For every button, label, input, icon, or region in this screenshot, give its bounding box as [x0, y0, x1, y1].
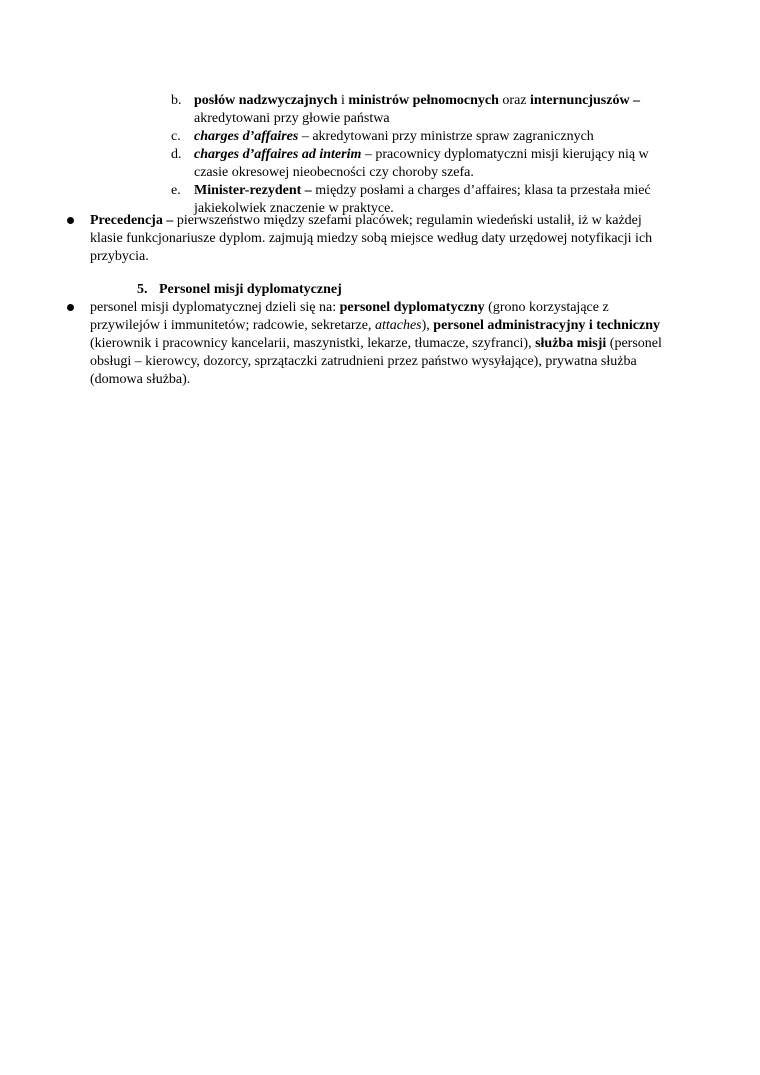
text-run: między posłami a charges d’affaires; klasa ta przestała mieć jakiekolwiek znaczenie w praktyce.: [194, 183, 651, 216]
text-run: akredytowani przy głowie państwa: [194, 111, 390, 126]
bold-term: Precedencja –: [90, 213, 174, 228]
section-number: 5.: [137, 282, 148, 297]
list-letter: c.: [171, 129, 181, 144]
bold-term: służba misji: [535, 336, 607, 351]
text-run: (personel obsługi – kierowcy, dozorcy, sprzątaczki zatrudnieni przez państwo wysyłające), prywatna służba (domowa służba).: [90, 336, 662, 387]
bullet-text: [90, 212, 670, 266]
list-letter: b.: [171, 93, 182, 108]
bold-term: posłów nadzwyczajnych: [194, 93, 338, 108]
list-letter: e.: [171, 183, 181, 198]
bold-term: ministrów pełnomocnych: [348, 93, 499, 108]
bold-term: personel administracyjny i techniczny: [433, 318, 661, 333]
text-run: ),: [421, 318, 434, 333]
list-letter: d.: [171, 147, 182, 162]
bold-italic-term: charges d’affaires ad interim: [194, 147, 362, 162]
list-item-text: [194, 92, 664, 128]
text-run: (grono korzystające z przywilejów i immunitetów; radcowie, sekretarze,: [90, 300, 609, 333]
italic-term: attaches: [374, 318, 422, 333]
list-item-c: [0, 128, 760, 146]
text-run: oraz: [498, 93, 530, 108]
text-run: i: [337, 93, 349, 108]
list-item-d: [0, 146, 760, 182]
bullet-text: [90, 299, 670, 389]
bold-term: internuncjuszów –: [530, 93, 641, 108]
section-title: Personel misji dyplomatycznej: [159, 282, 342, 297]
bullet-icon: [67, 217, 74, 224]
text-run: personel misji dyplomatycznej dzieli się na:: [90, 300, 340, 315]
text-run: (kierownik i pracownicy kancelarii, maszynistki, lekarze, tłumacze, szyfranci),: [90, 336, 536, 351]
section-heading: [137, 281, 342, 299]
list-item-text: [194, 128, 664, 146]
lettered-list: [0, 92, 760, 218]
bold-italic-term: charges d’affaires: [194, 129, 299, 144]
bold-term: Minister-rezydent –: [194, 183, 312, 198]
bold-term: personel dyplomatyczny: [339, 300, 485, 315]
text-run: pierwszeństwo między szefami placówek; regulamin wiedeński ustalił, iż w każdej klasie funkcjonariusze dyplom. zajmują miedzy sobą miejsce według daty urzędowej notyfikacji ich przybycia.: [90, 213, 653, 264]
bullet-item-precedence: [0, 212, 760, 266]
list-item-text: [194, 146, 664, 182]
text-run: – akredytowani przy ministrze spraw zagranicznych: [298, 129, 594, 144]
text-run: – pracownicy dyplomatyczni misji kierujący nią w czasie okresowej nieobecności czy choroby szefa.: [194, 147, 649, 180]
list-item-b: [0, 92, 760, 128]
bullet-icon: [67, 304, 74, 311]
bullet-item-personnel: [0, 299, 760, 389]
